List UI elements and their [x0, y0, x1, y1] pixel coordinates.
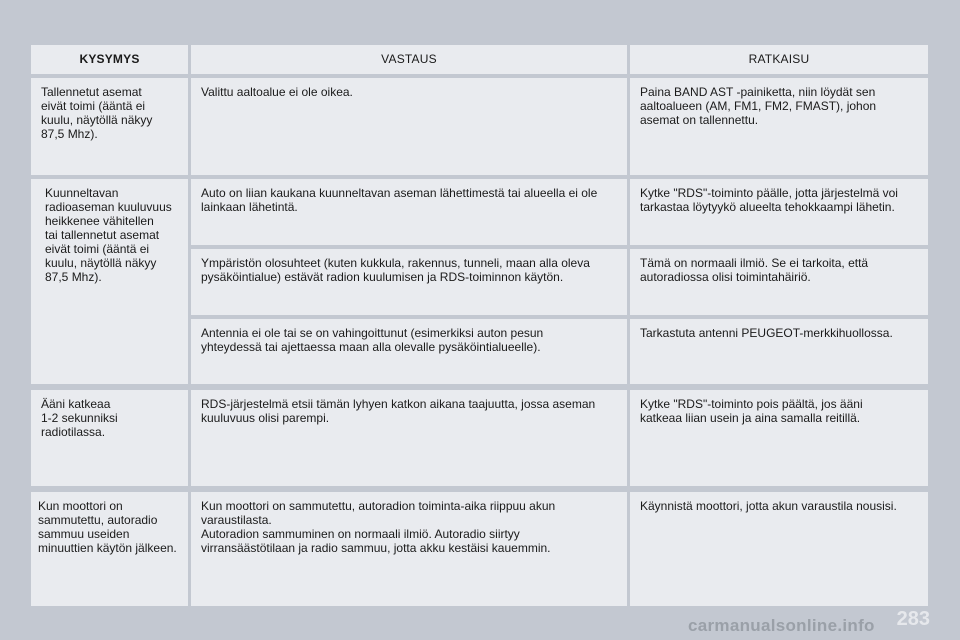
- question-cell: Kuunneltavan radioaseman kuuluvuus heikkenee vähitellen tai tallennetut asemat eivät toimi (ääntä ei kuulu, näytöllä näkyy 87,5 Mhz).: [31, 179, 188, 384]
- solution-cell: Kytke "RDS"-toiminto päälle, jotta järjestelmä voi tarkastaa löytyykö alueelta tehokkaampi lähetin.: [630, 179, 928, 245]
- answer-cell: RDS-järjestelmä etsii tämän lyhyen katkon aikana taajuutta, jossa aseman kuuluvuus olisi parempi.: [191, 390, 627, 486]
- answer-cell: Ympäristön olosuhteet (kuten kukkula, rakennus, tunneli, maan alla oleva pysäköintialue) estävät radion kuulumisen ja RDS-toiminnon käytön.: [191, 249, 627, 315]
- answer-cell: Antennia ei ole tai se on vahingoittunut (esimerkiksi auton pesun yhteydessä tai ajettaessa maan alla olevalle pysäköintialueelle).: [191, 319, 627, 384]
- watermark-text: carmanualsonline.info: [688, 616, 875, 635]
- answer-cell: Kun moottori on sammutettu, autoradion toiminta-aika riippuu akun varaustilasta. Autoradion sammuminen on normaali ilmiö. Autoradio siirtyy virransäästötilaan ja radio sammuu, jotta akku kestäisi kauemmin.: [191, 492, 627, 606]
- page-number: 283: [896, 608, 930, 630]
- question-cell: Kun moottori on sammutettu, autoradio sammuu useiden minuuttien käytön jälkeen.: [31, 492, 188, 606]
- solution-cell: Tarkastuta antenni PEUGEOT-merkkihuollossa.: [630, 319, 928, 384]
- solution-cell: Käynnistä moottori, jotta akun varaustila nousisi.: [630, 492, 928, 606]
- answer-cell: Auto on liian kaukana kuunneltavan aseman lähettimestä tai alueella ei ole lainkaan lähetintä.: [191, 179, 627, 245]
- solution-cell: Paina BAND AST -painiketta, niin löydät sen aaltoalueen (AM, FM1, FM2, FMAST), johon asemat on tallennettu.: [630, 78, 928, 175]
- solution-cell: Tämä on normaali ilmiö. Se ei tarkoita, että autoradiossa olisi toimintahäiriö.: [630, 249, 928, 315]
- header-question: KYSYMYS: [31, 45, 188, 74]
- solution-cell: Kytke "RDS"-toiminto pois päältä, jos ääni katkeaa liian usein ja aina samalla reitillä.: [630, 390, 928, 486]
- header-solution: RATKAISU: [630, 45, 928, 74]
- question-cell: Tallennetut asemat eivät toimi (ääntä ei kuulu, näytöllä näkyy 87,5 Mhz).: [31, 78, 188, 175]
- question-cell: Ääni katkeaa 1-2 sekunniksi radiotilassa.: [31, 390, 188, 486]
- header-answer: VASTAUS: [191, 45, 627, 74]
- answer-cell: Valittu aaltoalue ei ole oikea.: [191, 78, 627, 175]
